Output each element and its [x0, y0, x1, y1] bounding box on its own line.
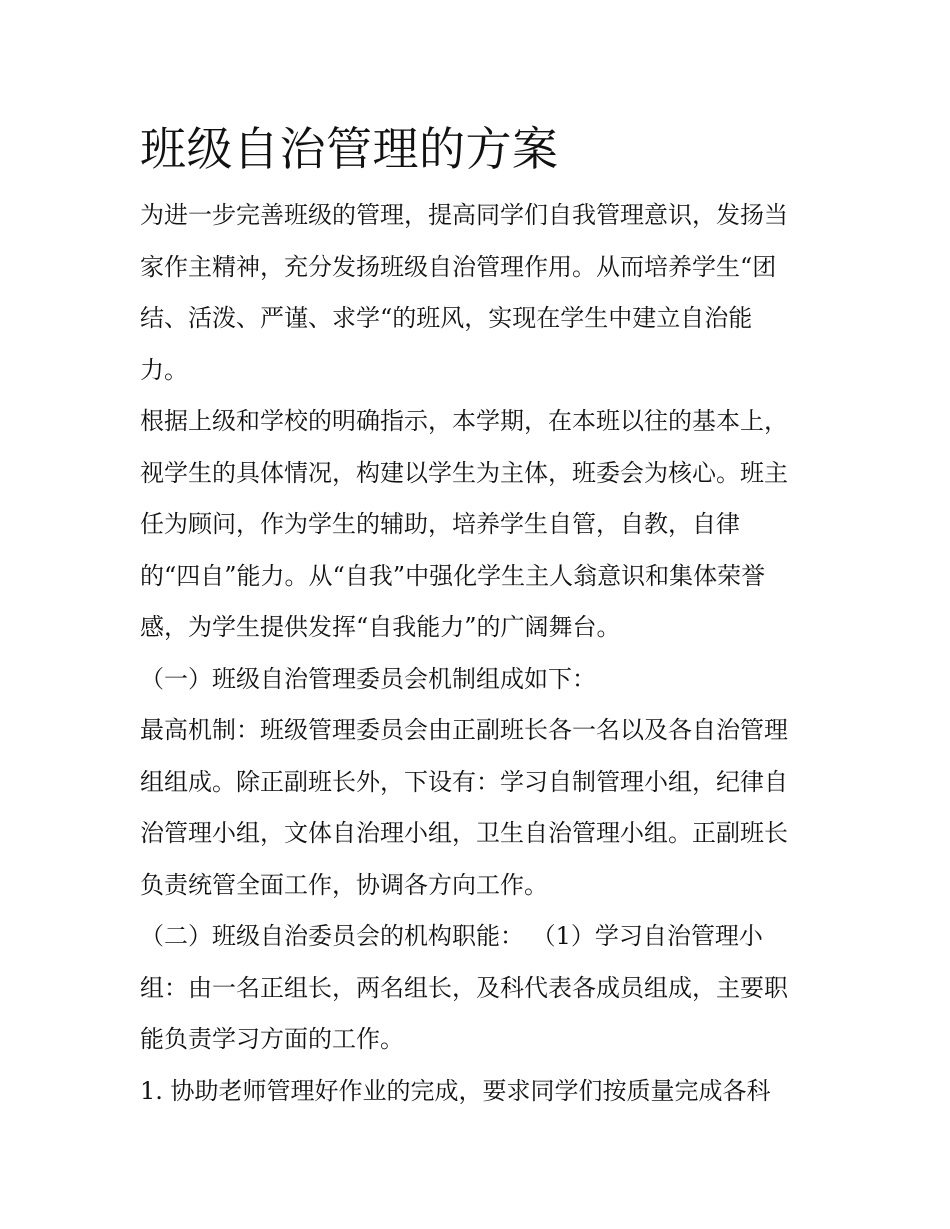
paragraph-line: 感，为学生提供发挥“自我能力”的广阔舞台。 [140, 613, 621, 641]
paragraph-line: 家作主精神，充分发扬班级自治管理作用。从而培养学生“团 [140, 252, 777, 281]
paragraph-line: （二）班级自治委员会的机构职能： （1）学习自治管理小 [140, 922, 763, 950]
paragraph-line: 能负责学习方面的工作。 [140, 1025, 404, 1053]
document-body [140, 118, 815, 1117]
section-heading-two [140, 911, 815, 1066]
paragraph-line: 1. 协助老师管理好作业的完成，要求同学们按质量完成各科 [140, 1076, 771, 1105]
paragraph-line: 治管理小组，文体自治理小组，卫生自治管理小组。正副班长 [140, 819, 788, 847]
numbered-item [140, 1066, 815, 1118]
document-title: 班级自治管理的方案 [140, 122, 559, 176]
paragraph-line: 根据上级和学校的明确指示，本学期，在本班以往的基本上， [140, 407, 788, 435]
paragraph-line: 任为顾问，作为学生的辅助，培养学生自管，自教，自律 [140, 510, 740, 538]
paragraph-structure [140, 705, 815, 911]
paragraph-line: 视学生的具体情况，构建以学生为主体，班委会为核心。班主 [140, 458, 788, 487]
paragraph-line: 组：由一名正组长，两名组长，及科代表各成员组成，主要职 [140, 973, 788, 1002]
paragraph-line: 为进一步完善班级的管理，提高同学们自我管理意识，发扬当 [140, 201, 788, 229]
paragraph-intro [140, 190, 815, 396]
paragraph-line: 最高机制：班级管理委员会由正副班长各一名以及各自治管理 [140, 716, 788, 744]
paragraph-line: 结、活泼、严谨、求学“的班风，实现在学生中建立自治能 [140, 304, 753, 332]
paragraph-line: 的“四自”能力。从“自我”中强化学生主人翁意识和集体荣誉 [140, 561, 766, 590]
paragraph-line: （一）班级自治管理委员会机制组成如下： [140, 664, 596, 693]
paragraph-line: 组组成。除正副班长外，下设有：学习自制管理小组，纪律自 [140, 767, 788, 796]
section-heading-one [140, 654, 815, 706]
paragraph-line: 力。 [140, 355, 188, 384]
paragraph-line: 负责统管全面工作，协调各方向工作。 [140, 870, 548, 899]
paragraph-basis [140, 396, 815, 654]
